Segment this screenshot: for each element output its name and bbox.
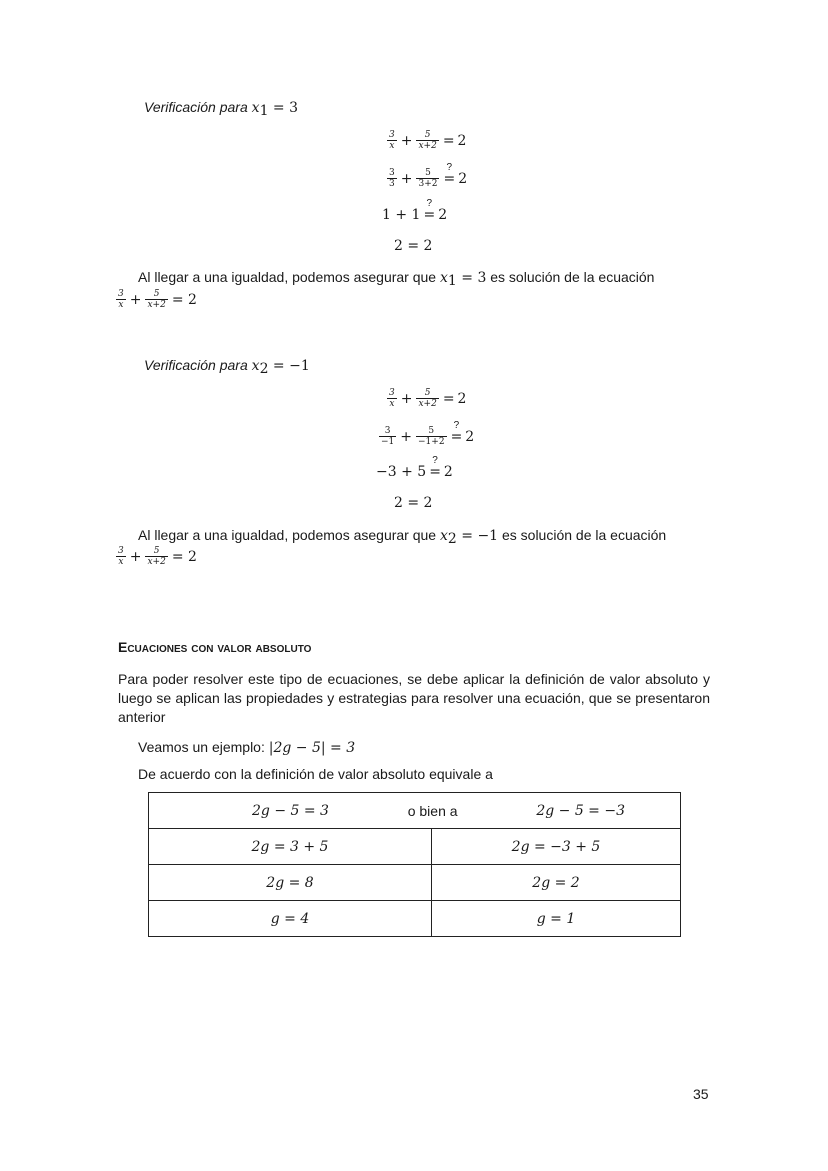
verification-2-step-2: $\frac{3}{-1}$ + $\frac{5}{-1+2}$ ? = 2 bbox=[381, 419, 475, 447]
table-cell: g = 4 bbox=[149, 901, 432, 937]
verification-2-step-1: $\frac{3}{x}$ + $\frac{5}{x+2}$ = 2 bbox=[389, 388, 467, 409]
solution-table bbox=[148, 792, 681, 937]
verification-1-conclusion: Al llegar a una igualdad, podemos asegurar que $x_1 = 3$ es solución de la ecuación bbox=[138, 269, 655, 289]
definition-text: De acuerdo con la definición de valor absoluto equivale a bbox=[138, 766, 493, 782]
example-line: Veamos un ejemplo: |2g − 5| = 3 bbox=[138, 739, 356, 756]
table-row bbox=[149, 865, 681, 901]
question-equals: ? = bbox=[429, 455, 441, 480]
page-number: 35 bbox=[693, 1086, 709, 1102]
verification-2-step-4: 2 = 2 bbox=[394, 495, 433, 511]
table-cell: 2g = 3 + 5 bbox=[149, 829, 432, 865]
verification-1-step-2: $\frac{3}{3}$ + $\frac{5}{3+2}$ ? = 2 bbox=[389, 161, 468, 189]
verification-1-step-3: 1 + 1 ? = 2 bbox=[382, 198, 448, 223]
table-row bbox=[149, 901, 681, 937]
table-row bbox=[149, 793, 681, 829]
fraction: $\frac{3}{x}$ bbox=[389, 130, 395, 151]
verification-1-title: Verificación para $x_1 = 3$ bbox=[144, 99, 299, 119]
verification-2-conclusion: Al llegar a una igualdad, podemos asegurar que $x_2 = -1$ es solución de la ecuación bbox=[138, 527, 667, 547]
table-cell: 2g − 5 = 3 bbox=[252, 802, 329, 819]
table-cell: 2g = 2 bbox=[432, 865, 681, 901]
section-intro: Para poder resolver este tipo de ecuaciones, se debe aplicar la definición de valor absoluto y luego se aplican las propiedades y estrategias para resolver una ecuación, que se presentaron anterior bbox=[118, 671, 710, 725]
fraction: $\frac{5}{3+2}$ bbox=[418, 168, 438, 189]
question-equals: ? = bbox=[423, 198, 436, 223]
table-cell: 2g = −3 + 5 bbox=[432, 829, 681, 865]
verification-1-step-1: $\frac{3}{x}$ + $\frac{5}{x+2}$ = 2 bbox=[389, 130, 467, 151]
table-row bbox=[149, 829, 681, 865]
verification-1-step-4: 2 = 2 bbox=[394, 238, 433, 254]
verification-2-equation: $\frac{3}{x}$ + $\frac{5}{x+2}$ = 2 bbox=[118, 546, 197, 567]
verification-2-title: Verificación para $x_2 = -1$ bbox=[144, 357, 310, 377]
table-cell-connector: o bien a bbox=[407, 802, 458, 819]
verification-2-step-3: −3 + 5 ? = 2 bbox=[376, 455, 453, 480]
fraction: $\frac{5}{x+2}$ bbox=[418, 130, 437, 151]
table-cell: 2g − 5 = −3 bbox=[536, 802, 625, 819]
table-cell: 2g = 8 bbox=[149, 865, 432, 901]
verification-1-equation: $\frac{3}{x}$ + $\frac{5}{x+2}$ = 2 bbox=[118, 289, 197, 310]
section-heading: Ecuaciones con valor absoluto bbox=[118, 639, 312, 655]
table-cell: g = 1 bbox=[432, 901, 681, 937]
question-equals: ? = bbox=[450, 419, 463, 445]
fraction: $\frac{3}{3}$ bbox=[389, 168, 395, 189]
question-equals: ? = bbox=[443, 161, 456, 187]
